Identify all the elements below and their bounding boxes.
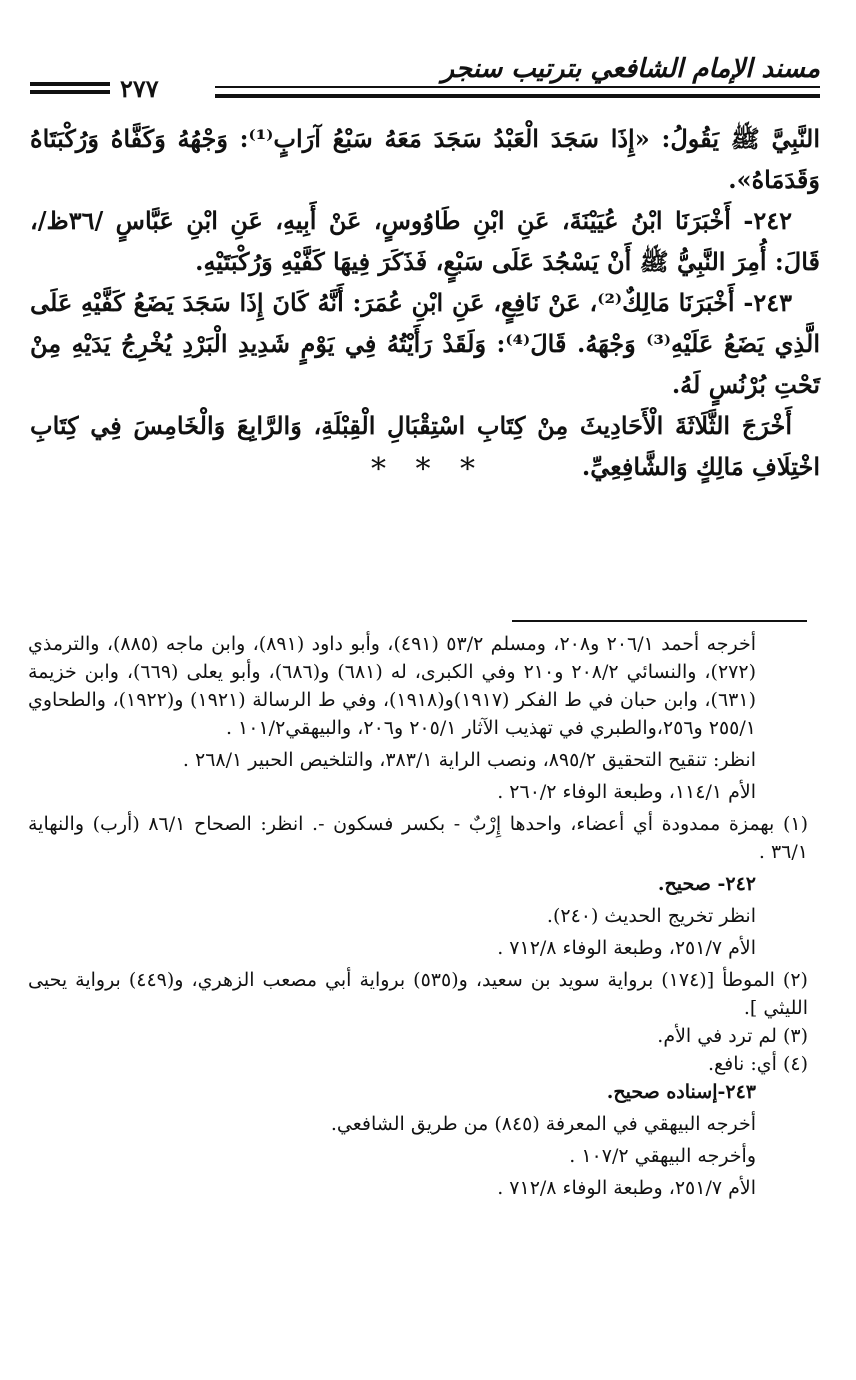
- takhrij-line: انظر تخريج الحديث (٢٤٠).: [546, 905, 756, 927]
- takhrij-line: وأخرجه البيهقي ١٠٧/٢ .: [569, 1145, 756, 1167]
- footnote-3: (٣) لم ترد في الأم.: [657, 1025, 808, 1047]
- running-header: [30, 52, 820, 103]
- hadith-242: ٢٤٢- أَخْبَرَنَا ابْنُ عُيَيْنَةَ، عَنِ ابْنِ طَاوُوسٍ، عَنْ أَبِيهِ، عَنِ ابْنِ عَبَّاسٍ /٣٦ظ/، قَالَ: أُمِرَ النَّبِيُّ ﷺ أَنْ يَسْجُدَ عَلَى سَبْعٍ، فَذَكَرَ فِيهَا كَفَّيْهِ وَرُكْبَتَيْهِ.: [30, 206, 820, 276]
- book-title: مسند الإمام الشافعي بترتيب سنجر: [441, 54, 820, 84]
- hadith-241-continuation: النَّبِيَّ ﷺ يَقُولُ: «إِذَا سَجَدَ الْعَبْدُ سَجَدَ مَعَهُ سَبْعُ آرَابٍ⁽¹⁾: وَجْهُهُ وَكَفَّاهُ وَرُكْبَتَاهُ وَقَدَمَاهُ».: [30, 124, 820, 194]
- header-rule: [215, 94, 820, 98]
- footnote-2: (٢) الموطأ [(١٧٤) برواية سويد بن سعيد، و(٥٣٥) برواية أبي مصعب الزهري، و(٤٤٩) برواية يحيى الليثي ].: [28, 969, 808, 1019]
- header-rule: [30, 90, 110, 94]
- hadith-243: ٢٤٣- أَخْبَرَنَا مَالِكٌ⁽²⁾، عَنْ نَافِعٍ، عَنِ ابْنِ عُمَرَ: أَنَّهُ كَانَ إِذَا سَجَدَ يَضَعُ كَفَّيْهِ عَلَى الَّذِي يَضَعُ عَلَيْهِ⁽³⁾ وَجْهَهُ. قَالَ⁽⁴⁾: وَلَقَدْ رَأَيْتُهُ فِي يَوْمٍ شَدِيدِ الْبَرْدِ يُخْرِجُ يَدَيْهِ مِنْ تَحْتِ بُرْنُسٍ لَهُ.: [30, 288, 820, 399]
- takhrij-line: أخرجه أحمد ٢٠٦/١ و٢٠٨، ومسلم ٥٣/٢ (٤٩١)، وأبو داود (٨٩١)، وابن ماجه (٨٨٥)، والترمذي (٢٧٢)، والنسائي ٢٠٨/٢ و٢١٠ وفي الكبرى، له (٦٨١) و(٦٨٦)، وأبو يعلى (٦٦٩)، وابن خزيمة (٦٣١)، وابن حبان في ط الفكر (١٩١٧)و(١٩١٨)، وفي ط الرسالة (١٩٢١) و(١٩٢٢)، والطحاوي ٢٥٥/١ و٢٥٦،والطبري في تهذيب الآثار ٢٠٥/١ و٢٠٦، والبيهقي١٠١/٢ .: [28, 633, 757, 739]
- takhrij-line: انظر: تنقيح التحقيق ٨٩٥/٢، ونصب الراية ٣٨٣/١، والتلخيص الحبير ٢٦٨/١ .: [182, 749, 756, 771]
- takhrij-line: أخرجه البيهقي في المعرفة (٨٤٥) من طريق الشافعي.: [330, 1113, 756, 1135]
- source-note: أَخْرَجَ الثَّلَاثَةَ الْأَحَادِيثَ مِنْ كِتَابِ اسْتِقْبَالِ الْقِبْلَةِ، وَالرَّابِعَ وَالْخَامِسَ فِي كِتَابِ اخْتِلَافِ مَالِكٍ وَالشَّافِعِيِّ.: [30, 411, 820, 481]
- takhrij-line: الأم ١١٤/١، وطبعة الوفاء ٢٦٠/٢ .: [497, 781, 756, 803]
- footnote-1: (١) بهمزة ممدودة أي أعضاء، واحدها إِرْبٌ - بكسر فسكون -. انظر: الصحاح ٨٦/١ (أرب) والنهاية ٣٦/١ .: [28, 813, 808, 863]
- takhrij-line: الأم ٢٥١/٧، وطبعة الوفاء ٧١٢/٨ .: [497, 937, 756, 959]
- header-rule: [215, 86, 820, 88]
- grade-243: ٢٤٣-إسناده صحيح.: [606, 1081, 756, 1103]
- footnotes: [28, 630, 808, 1202]
- footnote-separator-rule: [512, 620, 807, 622]
- section-separator: * * *: [370, 452, 486, 487]
- header-rule: [30, 82, 110, 86]
- main-text: [30, 118, 820, 487]
- footnote-4: (٤) أي: نافع.: [708, 1053, 808, 1075]
- takhrij-line: الأم ٢٥١/٧، وطبعة الوفاء ٧١٢/٨ .: [497, 1177, 756, 1199]
- grade-242: ٢٤٢- صحيح.: [657, 873, 756, 895]
- page-number: ٢٧٧: [120, 74, 159, 103]
